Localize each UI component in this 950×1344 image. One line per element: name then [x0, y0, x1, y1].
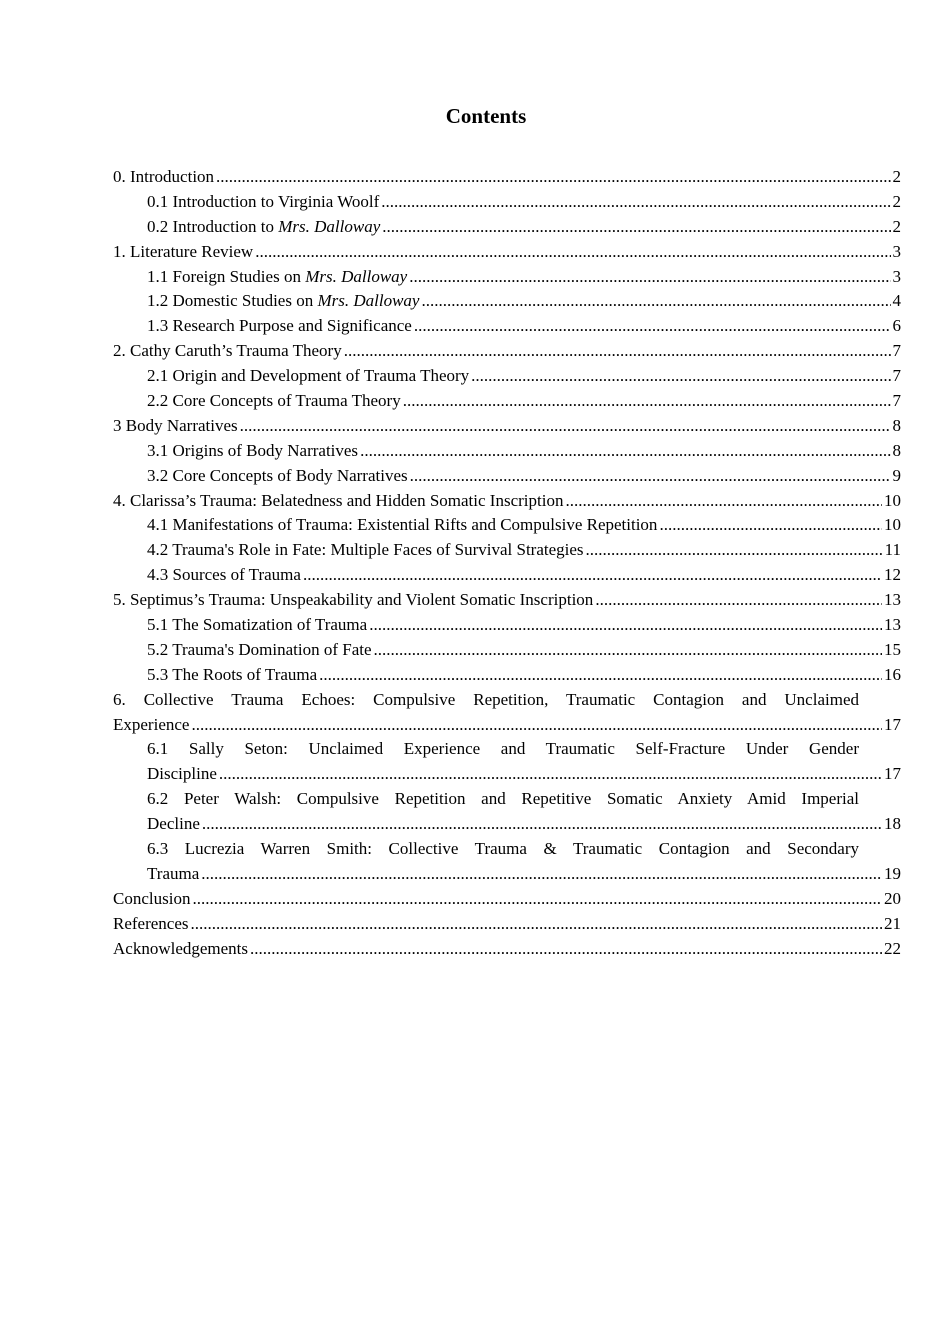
toc-subentry-label-line1[interactable]: 6.1 Sally Seton: Unclaimed Experience and Traumatic Self-Fracture Under Gender	[147, 739, 859, 759]
dot-leader	[255, 240, 890, 265]
toc-entry-label: Acknowledgements	[113, 938, 249, 958]
italic-title: Mrs. Dalloway	[305, 266, 408, 286]
dot-leader	[414, 314, 891, 339]
toc-page-number: 2	[892, 216, 901, 236]
toc-subentry[interactable]	[113, 663, 901, 688]
toc-page-number: 17	[884, 764, 901, 784]
toc-entry-label: 5. Septimus’s Trauma: Unspeakability and Violent Somatic Inscription	[113, 590, 594, 610]
toc-page-number: 16	[884, 664, 901, 684]
toc-subentry[interactable]	[113, 762, 901, 787]
toc-subentry[interactable]	[113, 513, 901, 538]
toc-page-number: 7	[892, 341, 901, 361]
toc-subentry[interactable]	[113, 464, 901, 489]
toc-entry[interactable]	[113, 414, 901, 439]
dot-leader	[219, 762, 882, 787]
toc-page-number: 8	[892, 415, 901, 435]
toc-page-number: 6	[892, 316, 901, 336]
toc-entry-label: Conclusion	[113, 888, 191, 908]
toc-entry[interactable]	[113, 240, 901, 265]
toc-entry-label: 4.3 Sources of Trauma	[147, 565, 301, 585]
toc-subentry[interactable]	[113, 389, 901, 414]
toc-page-number: 13	[884, 590, 901, 610]
dot-leader	[191, 713, 882, 738]
toc-subentry[interactable]	[113, 190, 901, 215]
toc-subentry[interactable]	[113, 289, 901, 314]
toc-page-number: 2	[892, 191, 901, 211]
toc-entry[interactable]	[113, 887, 901, 912]
toc-entry[interactable]	[113, 588, 901, 613]
toc-entry[interactable]	[113, 912, 901, 937]
dot-leader	[409, 265, 890, 290]
dot-leader	[382, 215, 890, 240]
dot-leader	[360, 439, 890, 464]
toc-entry-label: 0. Introduction	[113, 167, 215, 186]
dot-leader	[565, 489, 882, 514]
dot-leader	[369, 613, 882, 638]
toc-entry-label: 5.2 Trauma's Domination of Fate	[147, 639, 372, 659]
toc-entry-label: 5.3 The Roots of Trauma	[147, 664, 318, 684]
table-of-contents	[113, 165, 901, 962]
toc-entry-label: 4.1 Manifestations of Trauma: Existential Rifts and Compulsive Repetition	[147, 515, 658, 535]
dot-leader	[201, 862, 882, 887]
dot-leader	[216, 165, 890, 190]
toc-subentry[interactable]	[113, 314, 901, 339]
italic-title: Mrs. Dalloway	[317, 291, 420, 311]
toc-entry-label: 2.2 Core Concepts of Trauma Theory	[147, 391, 401, 411]
toc-entry-label-line1[interactable]: 6. Collective Trauma Echoes: Compulsive Repetition, Traumatic Contagion and Unclaimed	[113, 689, 859, 709]
toc-entry-label: 4. Clarissa’s Trauma: Belatedness and Hidden Somatic Inscription	[113, 490, 564, 510]
toc-subentry[interactable]	[113, 613, 901, 638]
toc-entry-label: 0.1 Introduction to Virginia Woolf	[147, 191, 380, 211]
toc-page-number: 3	[892, 266, 901, 286]
toc-page-number: 19	[884, 863, 901, 883]
toc-subentry[interactable]	[113, 265, 901, 290]
toc-page-number: 10	[884, 490, 901, 510]
toc-entry-label: 4.2 Trauma's Role in Fate: Multiple Faces of Survival Strategies	[147, 540, 584, 560]
toc-entry[interactable]	[113, 489, 901, 514]
toc-subentry[interactable]	[113, 563, 901, 588]
toc-page-number: 22	[884, 938, 901, 958]
toc-page-number: 21	[884, 913, 901, 933]
dot-leader	[240, 414, 891, 439]
toc-page-number: 18	[884, 814, 901, 834]
toc-entry-label: Experience	[113, 714, 190, 734]
toc-page-number: 11	[884, 540, 901, 560]
toc-entry-label: Decline	[147, 814, 200, 834]
toc-page-number: 8	[892, 440, 901, 460]
toc-subentry[interactable]	[113, 364, 901, 389]
dot-leader	[344, 339, 891, 364]
toc-page-number: 4	[892, 291, 901, 311]
dot-leader	[586, 538, 883, 563]
toc-entry-label: 1.1 Foreign Studies on Mrs. Dalloway	[147, 266, 408, 286]
italic-title: Mrs. Dalloway	[278, 216, 381, 236]
toc-page-number: 12	[884, 565, 901, 585]
dot-leader	[421, 289, 890, 314]
toc-entry-label: References	[113, 913, 189, 933]
dot-leader	[410, 464, 891, 489]
toc-page-number: 3	[892, 241, 901, 261]
toc-entry[interactable]	[113, 339, 901, 364]
toc-entry-label: Trauma	[147, 863, 200, 883]
toc-page-number: 20	[884, 888, 901, 908]
dot-leader	[374, 638, 882, 663]
page-title: Contents	[445, 104, 527, 128]
toc-subentry[interactable]	[113, 862, 901, 887]
toc-subentry-label-line1[interactable]: 6.3 Lucrezia Warren Smith: Collective Trauma & Traumatic Contagion and Secondary	[147, 839, 859, 859]
dot-leader	[192, 887, 882, 912]
toc-entry-label: 2.1 Origin and Development of Trauma Theory	[147, 366, 470, 386]
toc-subentry[interactable]	[113, 812, 901, 837]
toc-page-number: 15	[884, 639, 901, 659]
toc-subentry[interactable]	[113, 538, 901, 563]
toc-entry[interactable]	[113, 165, 901, 190]
dot-leader	[471, 364, 890, 389]
toc-page-number: 10	[884, 515, 901, 535]
toc-entry-label: 0.2 Introduction to Mrs. Dalloway	[147, 216, 381, 236]
toc-subentry-label-line1[interactable]: 6.2 Peter Walsh: Compulsive Repetition and Repetitive Somatic Anxiety Amid Imperial	[147, 789, 859, 809]
toc-entry-label: 1. Literature Review	[113, 241, 254, 261]
dot-leader	[659, 513, 882, 538]
toc-entry-label: 5.1 The Somatization of Trauma	[147, 615, 368, 635]
dot-leader	[595, 588, 882, 613]
toc-entry-label: 2. Cathy Caruth’s Trauma Theory	[113, 341, 342, 361]
toc-subentry[interactable]	[113, 215, 901, 240]
dot-leader	[319, 663, 882, 688]
toc-entry-label: 3.2 Core Concepts of Body Narratives	[147, 465, 408, 485]
toc-entry[interactable]	[113, 713, 901, 738]
dot-leader	[202, 812, 882, 837]
toc-subentry[interactable]	[113, 638, 901, 663]
dot-leader	[191, 912, 882, 937]
dot-leader	[403, 389, 891, 414]
dot-leader	[303, 563, 882, 588]
toc-entry-label: 1.2 Domestic Studies on Mrs. Dalloway	[147, 291, 420, 311]
toc-page-number: 13	[884, 615, 901, 635]
toc-subentry[interactable]	[113, 439, 901, 464]
dot-leader	[250, 937, 882, 962]
toc-entry-label: Discipline	[147, 764, 217, 784]
toc-entry-label: 3 Body Narratives	[113, 415, 238, 435]
toc-entry-label: 3.1 Origins of Body Narratives	[147, 440, 359, 460]
dot-leader	[381, 190, 890, 215]
toc-page-number: 2	[892, 167, 901, 186]
toc-page-number: 7	[892, 366, 901, 386]
toc-page-number: 17	[884, 714, 901, 734]
toc-page-number: 7	[892, 391, 901, 411]
toc-entry[interactable]	[113, 937, 901, 962]
toc-page-number: 9	[892, 465, 901, 485]
toc-entry-label: 1.3 Research Purpose and Significance	[147, 316, 412, 336]
